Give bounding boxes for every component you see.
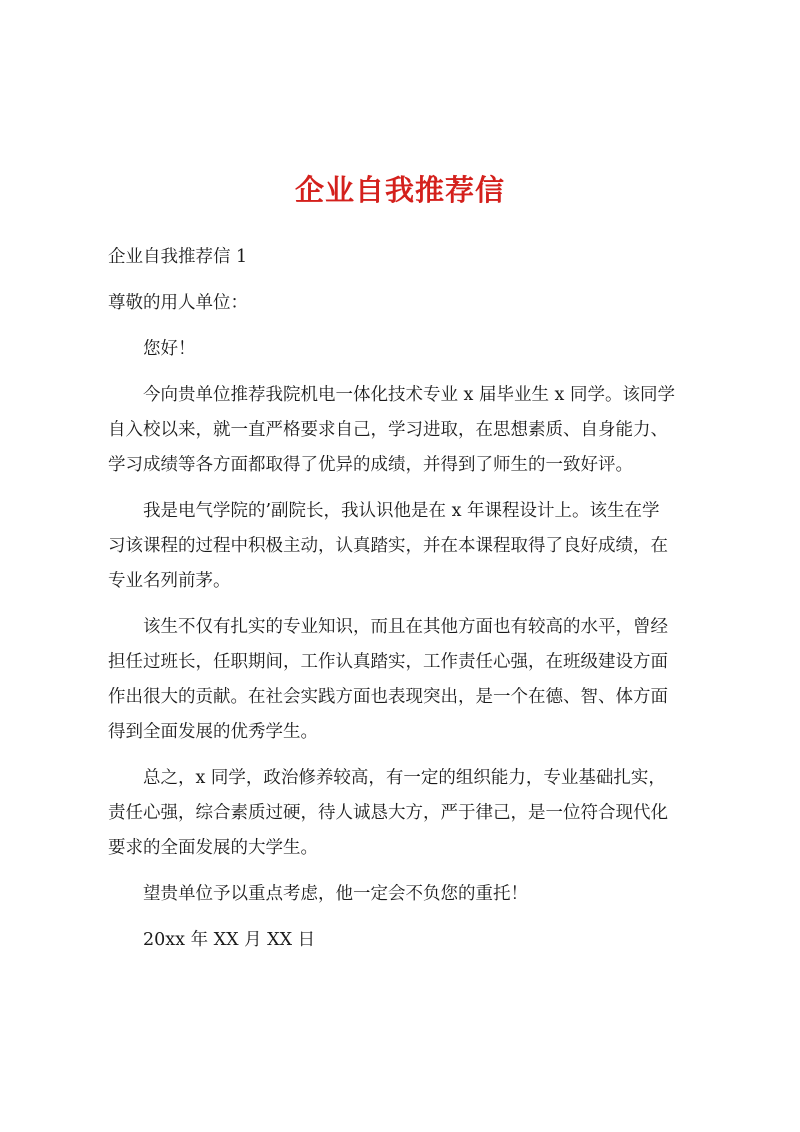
- closing-line: 望贵单位予以重点考虑，他一定会不负您的重托！: [143, 884, 528, 904]
- paragraph-1: [108, 378, 700, 483]
- paragraph-line: 作出很大的贡献。在社会实践方面也表现突出，是一个在德、智、体方面: [108, 687, 668, 707]
- paragraph-line: 专业名列前茅。: [108, 571, 231, 591]
- paragraph-line: 要求的全面发展的大学生。: [108, 838, 318, 858]
- paragraph-line: 该生不仅有扎实的专业知识，而且在其他方面也有较高的水平，曾经: [143, 617, 668, 637]
- greeting: 您好！: [143, 339, 196, 359]
- document-title: 企业自我推荐信: [294, 173, 505, 207]
- paragraph-4: [108, 761, 700, 866]
- date-line: 20xx 年 XX 月 XX 日: [143, 930, 316, 950]
- paragraph-line: 责任心强，综合素质过硬，待人诚恳大方，严于律己，是一位符合现代化: [108, 803, 668, 823]
- paragraph-2: [108, 494, 700, 599]
- paragraph-list: [108, 378, 700, 866]
- salutation: 尊敬的用人单位：: [108, 293, 248, 313]
- letter-body: [108, 240, 700, 958]
- paragraph-line: 今向贵单位推荐我院机电一体化技术专业 x 届毕业生 x 同学。该同学: [143, 385, 675, 405]
- paragraph-line: 自入校以来，就一直严格要求自己，学习进取，在思想素质、自身能力、: [108, 420, 668, 440]
- paragraph-line: 担任过班长，任职期间，工作认真踏实，工作责任心强，在班级建设方面: [108, 652, 668, 672]
- letter-heading: 企业自我推荐信 1: [108, 247, 248, 267]
- paragraph-line: 我是电气学院的’副院长，我认识他是在 x 年课程设计上。该生在学: [143, 501, 660, 521]
- paragraph-line: 习该课程的过程中积极主动，认真踏实，并在本课程取得了良好成绩，在: [108, 536, 668, 556]
- paragraph-line: 得到全面发展的优秀学生。: [108, 722, 318, 742]
- paragraph-line: 总之，x 同学，政治修养较高，有一定的组织能力，专业基础扎实，: [143, 768, 666, 788]
- paragraph-line: 学习成绩等各方面都取得了优异的成绩，并得到了师生的一致好评。: [108, 455, 633, 475]
- paragraph-3: [108, 610, 700, 750]
